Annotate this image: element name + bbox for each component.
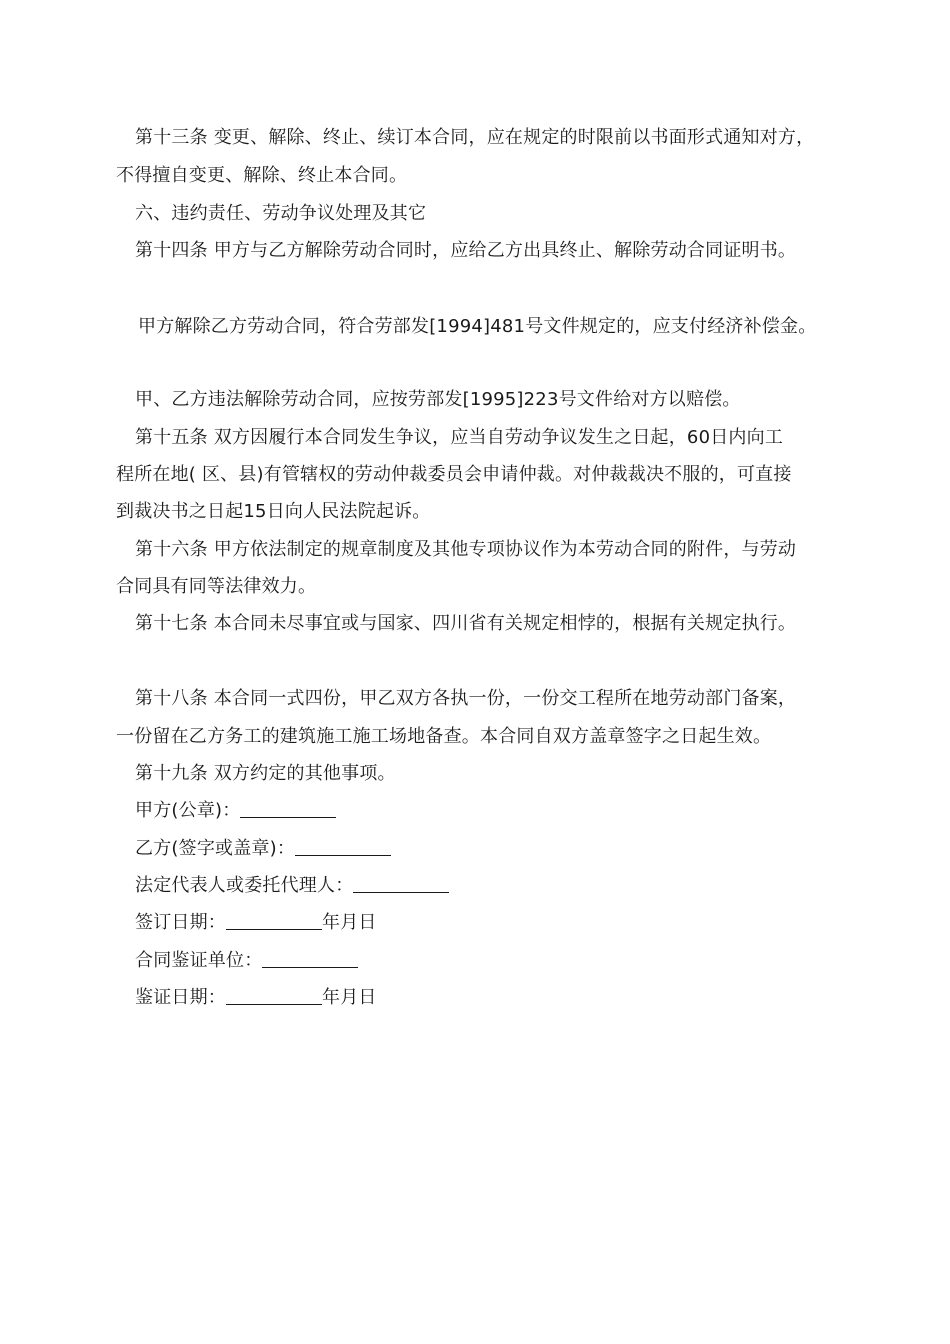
paragraph-line: 合同具有同等法律效力。 — [116, 576, 317, 597]
party-b-field — [135, 838, 391, 860]
section-heading: 六、违约责任、劳动争议处理及其它 — [135, 203, 427, 224]
sign-date-label: 签订日期： — [135, 912, 226, 933]
notary-date-blank[interactable] — [226, 988, 322, 1005]
paragraph-line: 第十三条 变更、解除、终止、续订本合同，应在规定的时限前以书面形式通知对方， — [135, 127, 815, 148]
paragraph-line: 甲、乙方违法解除劳动合同，应按劳部发[1995]223号文件给对方以赔偿。 — [135, 389, 741, 410]
paragraph-line: 甲方解除乙方劳动合同，符合劳部发[1994]481号文件规定的，应支付经济补偿金。 — [138, 316, 817, 337]
paragraph-line: 第十七条 本合同未尽事宜或与国家、四川省有关规定相悖的，根据有关规定执行。 — [135, 613, 797, 634]
paragraph-line: 到裁决书之日起15日向人民法院起诉。 — [116, 501, 431, 522]
party-a-label: 甲方(公章)： — [135, 800, 241, 821]
notary-unit-blank[interactable] — [262, 951, 358, 968]
notary-date-label: 鉴证日期： — [135, 987, 226, 1008]
paragraph-line: 程所在地( 区、县)有管辖权的劳动仲裁委员会申请仲裁。对仲裁裁决不服的，可直接 — [116, 464, 792, 485]
sign-date-blank[interactable] — [226, 913, 322, 930]
paragraph-line: 第十六条 甲方依法制定的规章制度及其他专项协议作为本劳动合同的附件，与劳动 — [135, 539, 797, 560]
representative-blank[interactable] — [353, 876, 449, 893]
representative-label: 法定代表人或委托代理人： — [135, 875, 354, 896]
party-b-label: 乙方(签字或盖章)： — [135, 838, 296, 859]
notary-unit-field — [135, 950, 358, 972]
sign-date-field — [135, 912, 377, 934]
party-a-blank[interactable] — [240, 801, 336, 818]
paragraph-line: 第十五条 双方因履行本合同发生争议，应当自劳动争议发生之日起，60日内向工 — [135, 427, 784, 448]
notary-unit-label: 合同鉴证单位： — [135, 950, 263, 971]
sign-date-suffix: 年月日 — [322, 912, 377, 933]
party-a-field — [135, 800, 336, 822]
paragraph-line: 第十八条 本合同一式四份，甲乙双方各执一份，一份交工程所在地劳动部门备案， — [135, 688, 797, 709]
party-b-blank[interactable] — [295, 839, 391, 856]
representative-field — [135, 875, 449, 897]
notary-date-suffix: 年月日 — [322, 987, 377, 1008]
paragraph-line: 不得擅自变更、解除、终止本合同。 — [116, 165, 408, 186]
paragraph-line: 一份留在乙方务工的建筑施工施工场地备查。本合同自双方盖章签字之日起生效。 — [116, 726, 772, 747]
notary-date-field — [135, 987, 377, 1009]
paragraph-line: 第十四条 甲方与乙方解除劳动合同时，应给乙方出具终止、解除劳动合同证明书。 — [135, 240, 797, 261]
paragraph-line: 第十九条 双方约定的其他事项。 — [135, 763, 396, 784]
